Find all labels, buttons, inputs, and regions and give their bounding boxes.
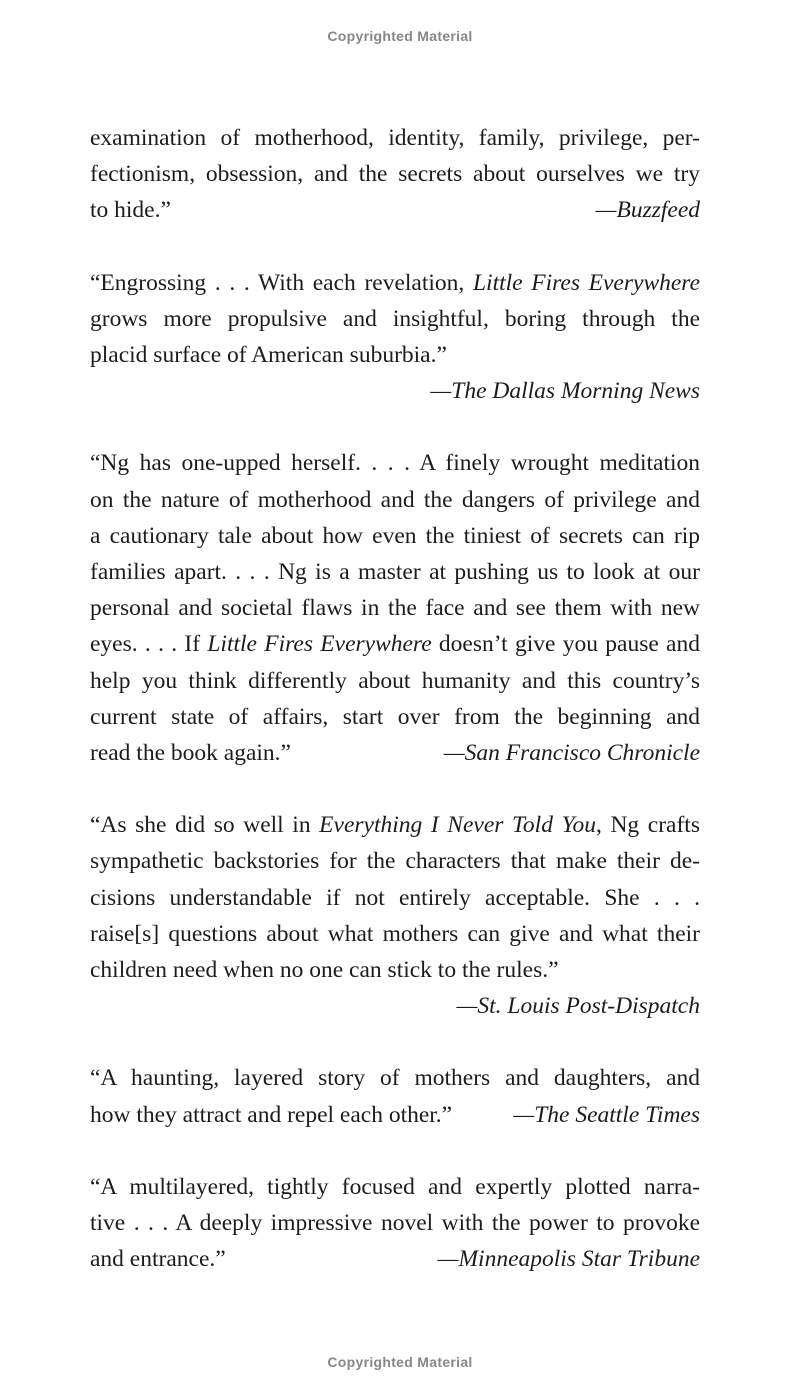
quote-attribution: —Minneapolis Star Tribune [437,1246,700,1273]
quote-attribution-line [90,373,700,409]
quote-line: fectionism, obsession, and the secrets about ourselves we try [90,161,700,188]
quote-line: eyes. . . . If Little Fires Everywhere doesn’t give you pause and [90,631,700,658]
quote-last-line [90,1241,700,1277]
quote-attribution: —Buzzfeed [595,197,700,224]
quote-last-line: children need when no one can stick to the rules.” [90,957,559,984]
quote-last-line: placid surface of American suburbia.” [90,342,447,369]
quote-line: to hide.” [90,197,171,224]
quote-line: current state of affairs, start over from the beginning and [90,703,700,730]
quote-line: “Engrossing . . . With each revelation, Little Fires Everywhere [90,269,700,296]
quote-line: “As she did so well in Everything I Never Told You, Ng crafts [90,812,700,839]
quote-line: a cautionary tale about how even the tiniest of secrets can rip [90,522,700,549]
quote-line: grows more propulsive and insightful, boring through the [90,305,700,332]
quote-attribution: —St. Louis Post-Dispatch [456,993,700,1020]
quote-line: raise[s] questions about what mothers can give and what their [90,920,700,947]
review-quote [90,807,700,1024]
quote-line: tive . . . A deeply impressive novel with the power to provoke [90,1210,700,1237]
quote-line: “A haunting, layered story of mothers and daughters, and [90,1065,700,1092]
quote-line: examination of motherhood, identity, family, privilege, per- [90,125,700,151]
quote-attribution: —San Francisco Chronicle [443,740,700,767]
quote-last-line [90,1097,700,1133]
review-quote [90,1060,700,1132]
quote-line: read the book again.” [90,740,291,767]
quote-line: help you think differently about humanity and this country’s [90,667,700,694]
review-quote [90,1169,700,1278]
quote-last-line [90,192,700,228]
quote-line: “Ng has one-upped herself. . . . A finely wrought meditation [90,450,700,477]
quote-line: cisions understandable if not entirely acceptable. She . . . [90,884,700,911]
copyright-notice-bottom: Copyrighted Material [327,1354,473,1370]
review-quote [90,445,700,771]
review-quote [90,120,700,229]
quote-line: “A multilayered, tightly focused and expertly plotted narra- [90,1173,700,1200]
quote-line: how they attract and repel each other.” [90,1101,453,1128]
quote-attribution-line [90,988,700,1024]
quote-line: families apart. . . . Ng is a master at pushing us to look at our [90,559,700,586]
review-quote [90,265,700,410]
quote-line: personal and societal flaws in the face and see them with new [90,595,700,622]
praise-quotes-section [90,120,700,1277]
quote-attribution: —The Dallas Morning News [430,378,700,405]
copyright-notice-top: Copyrighted Material [327,28,473,44]
quote-attribution: —The Seattle Times [513,1101,700,1128]
quote-last-line [90,735,700,771]
quote-line: on the nature of motherhood and the dangers of privilege and [90,486,700,513]
quote-line: and entrance.” [90,1246,226,1273]
quote-line: sympathetic backstories for the characters that make their de- [90,848,700,875]
